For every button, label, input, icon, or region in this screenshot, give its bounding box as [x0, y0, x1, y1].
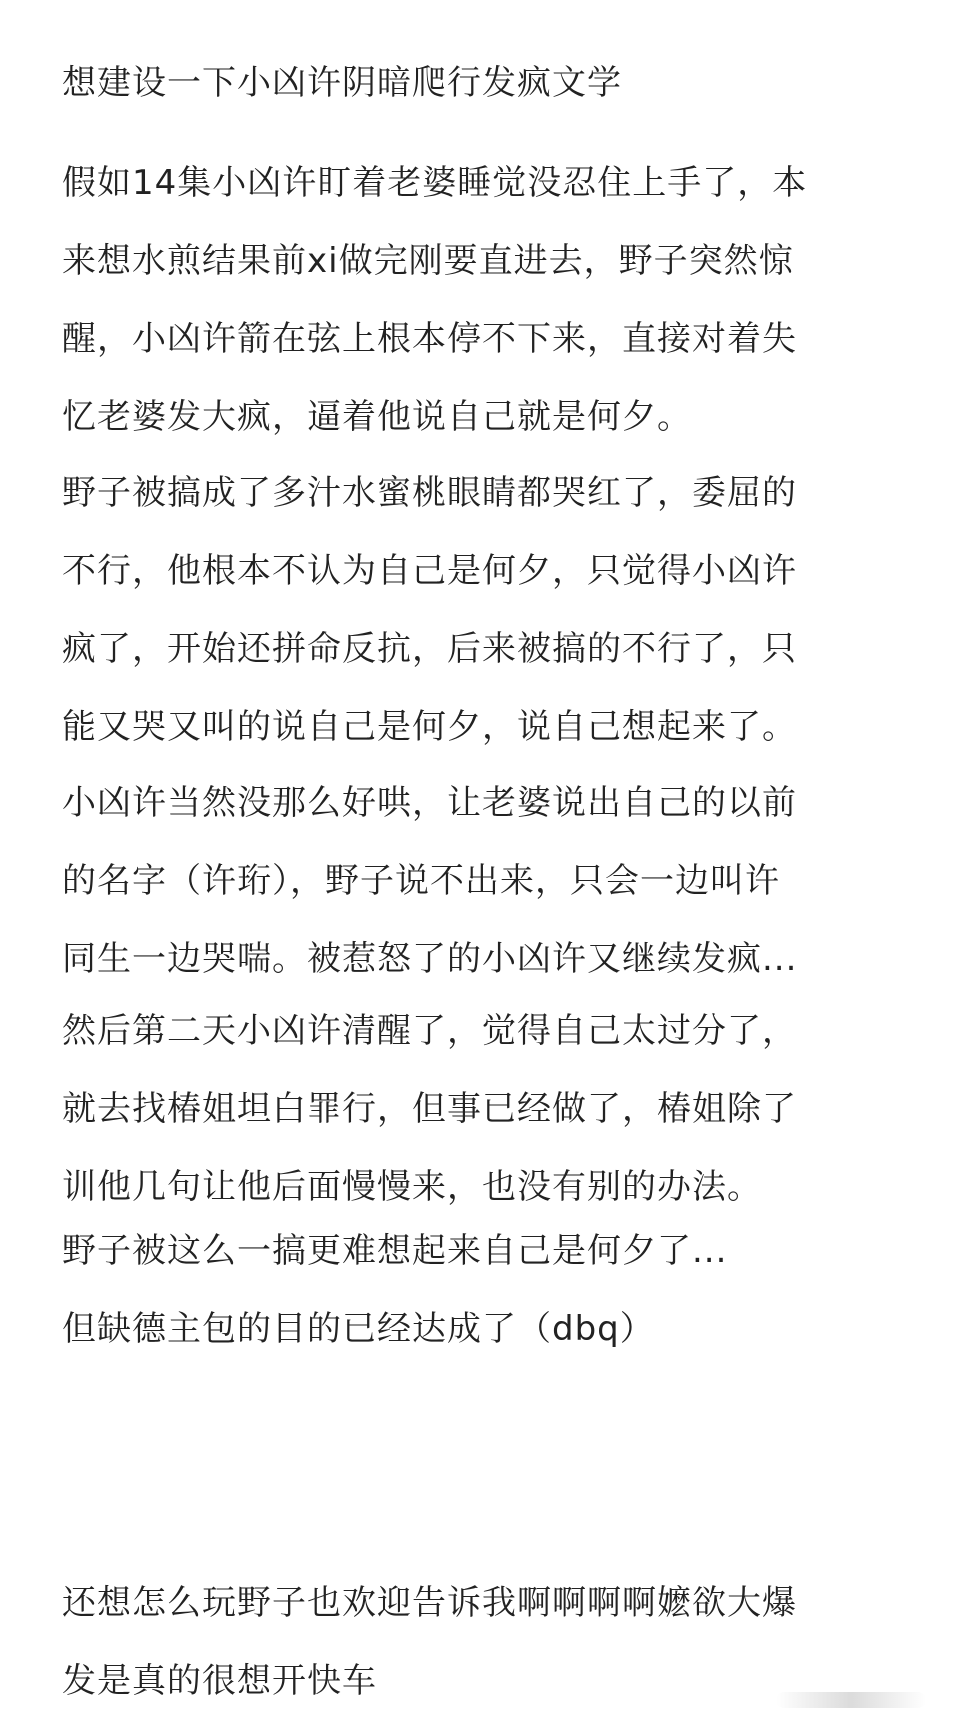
paragraph-6: 但缺德主包的目的已经达成了（dbq） — [62, 1309, 655, 1349]
document-title: 想建设一下小凶许阴暗爬行发疯文学 — [62, 63, 622, 103]
paragraph-7: 还想怎么玩野子也欢迎告诉我啊啊啊啊嬷欲大爆 发是真的很想开快车 — [62, 1583, 797, 1701]
paragraph-3: 小凶许当然没那么好哄，让老婆说出自己的以前 的名字（许珩），野子说不出来，只会一边叫许 同生一边哭喘。被惹怒了的小凶许又继续发疯... — [62, 783, 798, 979]
watermark — [776, 1692, 926, 1708]
paragraph-2: 野子被搞成了多汁水蜜桃眼睛都哭红了，委屈的 不行，他根本不认为自己是何夕，只觉得小凶许 疯了，开始还拼命反抗，后来被搞的不行了，只 能又哭又叫的说自己是何夕，说自己想起来了。 — [62, 473, 797, 747]
paragraph-4: 然后第二天小凶许清醒了，觉得自己太过分了， 就去找椿姐坦白罪行，但事已经做了，椿姐除了 训他几句让他后面慢慢来，也没有别的办法。 — [62, 1011, 797, 1207]
paragraph-5: 野子被这么一搞更难想起来自己是何夕了... — [62, 1231, 728, 1271]
paragraph-1: 假如14集小凶许盯着老婆睡觉没忍住上手了，本 来想水煎结果前xi做完刚要直进去，野子突然惊 醒，小凶许箭在弦上根本停不下来，直接对着失 忆老婆发大疯，逼着他说自己就是何夕。 — [62, 163, 808, 437]
